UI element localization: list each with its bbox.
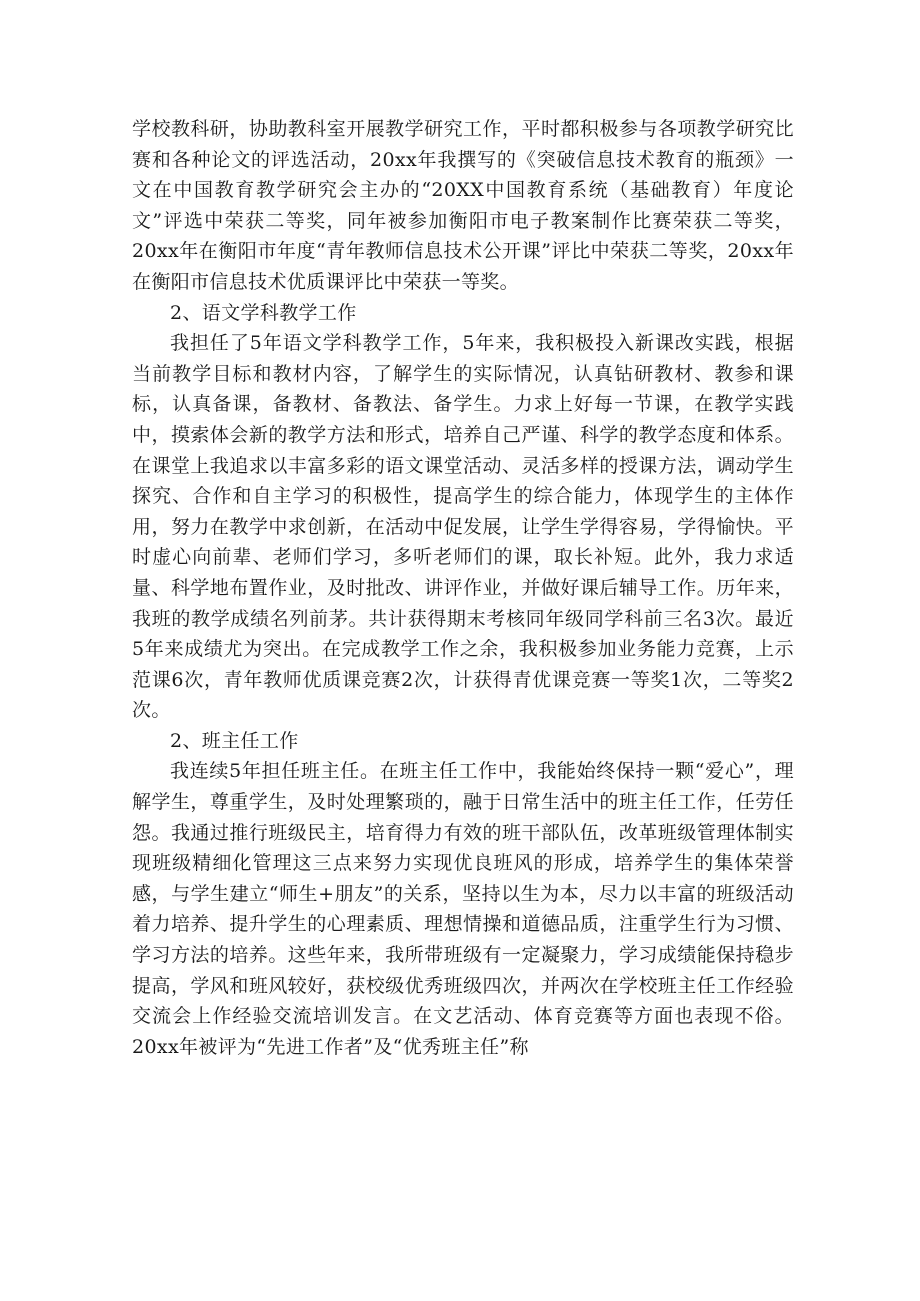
section-heading-class-teacher: 2、班主任工作 [170,729,299,752]
paragraph-continued: 学校教科研，协助教科室开展教学研究工作，平时都积极参与各项教学研究比赛和各种论文的评选活动，20xx年我撰写的《突破信息技术教育的瓶颈》一文在中国教育教学研究会主办的“20XX中国教育系统（基础教育）年度论文”评选中荣获二等奖，同年被参加衡阳市电子教案制作比赛荣获二等奖，20xx年在衡阳市年度“青年教师信息技术公开课”评比中荣获二等奖，20xx年在衡阳市信息技术优质课评比中荣获一等奖。 [132,118,794,293]
paragraph-class-teacher: 我连续5年担任班主任。在班主任工作中，我能始终保持一颗“爱心”，理解学生，尊重学生，及时处理繁琐的，融于日常生活中的班主任工作，任劳任怨。我通过推行班级民主，培育得力有效的班干部队伍，改革班级管理体制实现班级精细化管理这三点来努力实现优良班风的形成，培养学生的集体荣誉感，与学生建立“师生+朋友”的关系，坚持以生为本，尽力以丰富的班级活动着力培养、提升学生的心理素质、理想情操和道德品质，注重学生行为习惯、学习方法的培养。这些年来，我所带班级有一定凝聚力，学习成绩能保持稳步提高，学风和班风较好，获校级优秀班级四次，并两次在学校班主任工作经验交流会上作经验交流培训发言。在文艺活动、体育竞赛等方面也表现不俗。20xx年被评为“先进工作者”及“优秀班主任”称 [132,760,794,1058]
document-body [132,114,794,1062]
paragraph-chinese-teaching: 我担任了5年语文学科教学工作，5年来，我积极投入新课改实践，根据当前教学目标和教材内容，了解学生的实际情况，认真钻研教材、教参和课标，认真备课，备教材、备教法、备学生。力求上好每一节课，在教学实践中，摸索体会新的教学方法和形式，培养自己严谨、科学的教学态度和体系。在课堂上我追求以丰富多彩的语文课堂活动、灵活多样的授课方法，调动学生探究、合作和自主学习的积极性，提高学生的综合能力，体现学生的主体作用，努力在教学中求创新，在活动中促发展，让学生学得容易，学得愉快。平时虚心向前辈、老师们学习，多听老师们的课，取长补短。此外，我力求适量、科学地布置作业，及时批改、讲评作业，并做好课后辅导工作。历年来，我班的教学成绩名列前茅。共计获得期末考核同年级同学科前三名3次。最近5年来成绩尤为突出。在完成教学工作之余，我积极参加业务能力竞赛，上示范课6次，青年教师优质课竞赛2次，计获得青优课竞赛一等奖1次，二等奖2次。 [132,332,794,722]
section-heading-chinese-teaching: 2、语文学科教学工作 [170,301,357,324]
